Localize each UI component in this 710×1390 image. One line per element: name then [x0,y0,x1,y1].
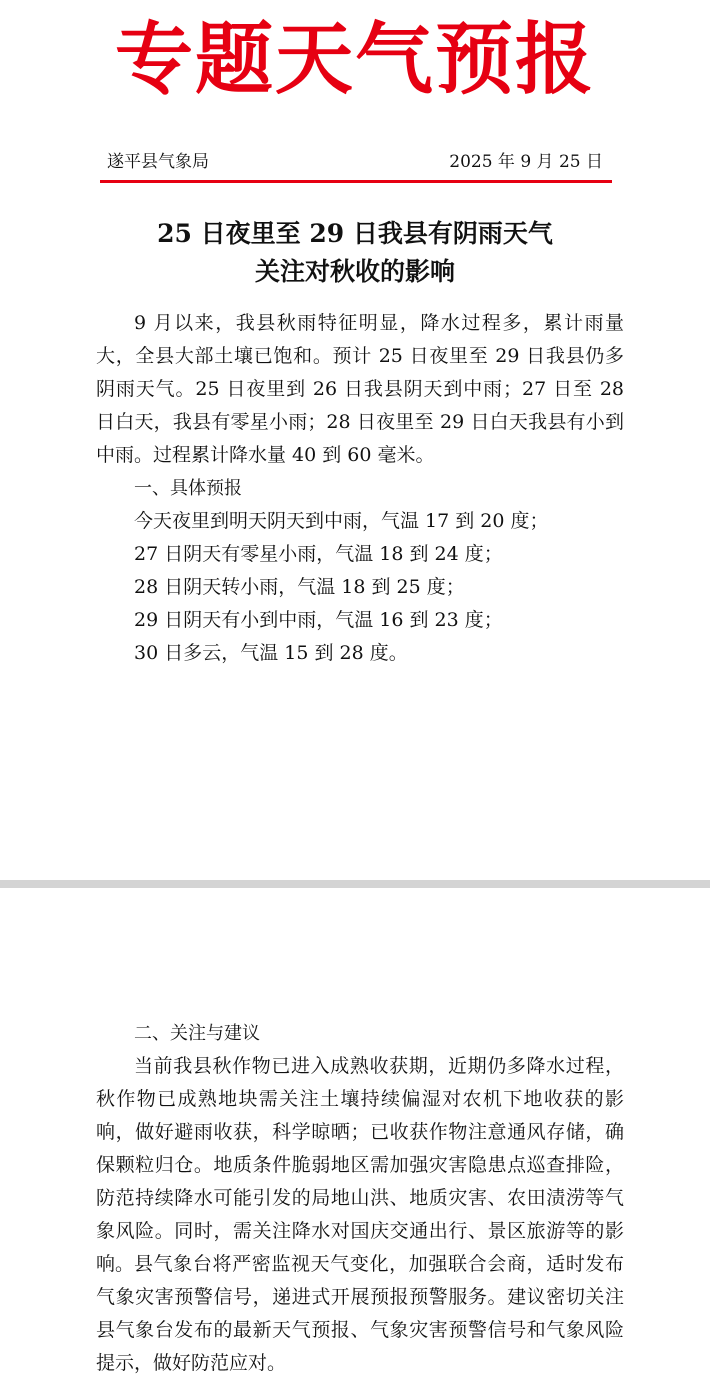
masthead-title: 专题天气预报 [114,15,595,105]
masthead-divider [100,180,612,183]
section-heading-forecast: 一、具体预报 [134,478,242,499]
issue-date: 2025 年 9 月 25 日 [449,152,603,172]
document-page-2 [0,888,710,1390]
forecast-line: 29 日阴天有小到中雨，气温 16 到 23 度； [134,609,503,631]
article-title-line-2: 关注对秋收的影响 [254,257,455,286]
issuer-name: 遂平县气象局 [107,152,209,172]
advice-paragraph-2: 县气象台将严密监视天气变化，加强联合会商，适时发布气象灾害预警信号，递进式开展预报预警服务。建议密切关注县气象台发布的最新天气预报、气象灾害预警信号和气象风险提示，做好防范应对。 [96,1253,624,1374]
page-separator [0,880,710,888]
forecast-line: 27 日阴天有零星小雨，气温 18 到 24 度； [134,543,503,565]
advice-paragraph-1: 当前我县秋作物已进入成熟收获期，近期仍多降水过程，秋作物已成熟地块需关注土壤持续偏湿对农机下地收获的影响，做好避雨收获，科学晾晒；已收获作物注意通风存储，确保颗粒归仓。地质条件脆弱地区需加强灾害隐患点巡查排险，防范持续降水可能引发的局地山洪、地质灾害、农田渍涝等气象风险。同时，需关注降水对国庆交通出行、景区旅游等的影响。 [96,1055,624,1275]
forecast-line: 28 日阴天转小雨，气温 18 到 25 度； [134,576,465,598]
section-heading-advice: 二、关注与建议 [134,1023,260,1044]
forecast-line: 今天夜里到明天阴天到中雨，气温 17 到 20 度； [134,510,549,532]
article-title-line-1: 25 日夜里至 29 日我县有阴雨天气 [157,219,553,248]
intro-paragraph: 9 月以来，我县秋雨特征明显，降水过程多，累计雨量大，全县大部土壤已饱和。预计 25 日夜里至 29 日我县仍多阴雨天气。25 日夜里到 26 日我县阴天到中雨；27 日至 28 日白天，我县有零星小雨；28 日夜里至 29 日白天我县有小到中雨。过程累计降水量 40 到 60 毫米。 [96,312,624,466]
forecast-line: 30 日多云，气温 15 到 28 度。 [134,642,408,664]
